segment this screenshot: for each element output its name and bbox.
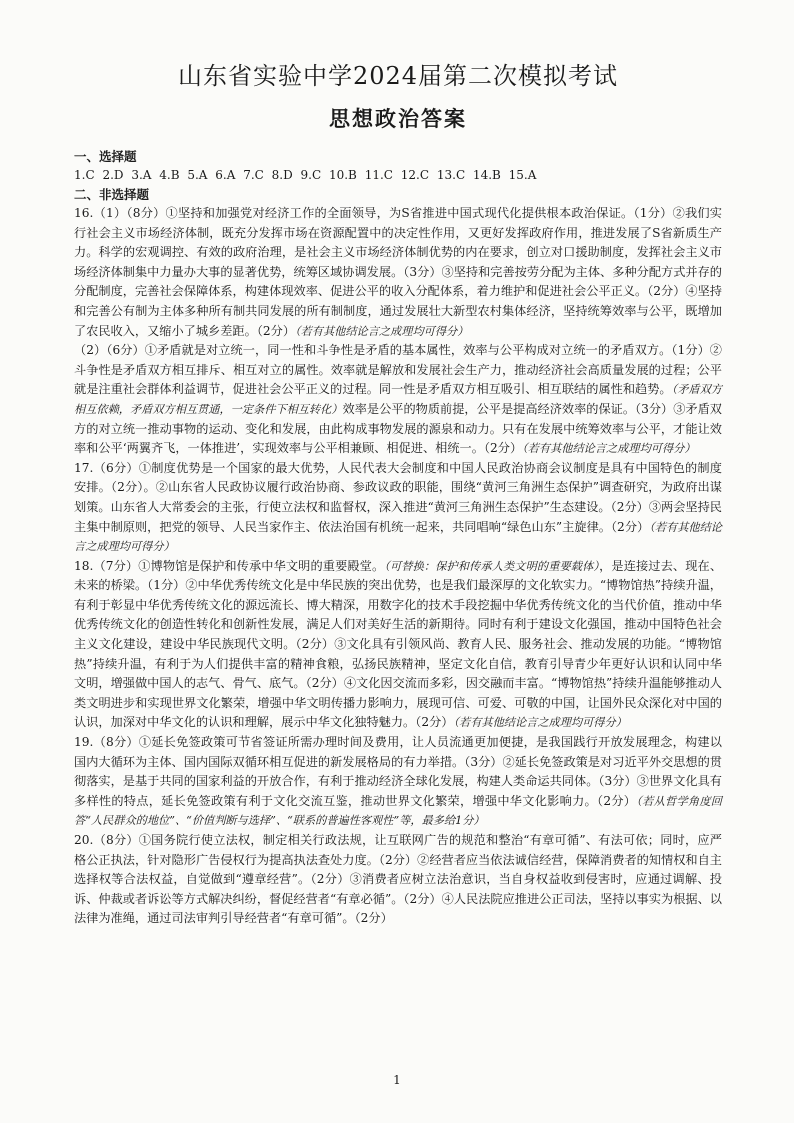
section-heading-nonchoice: 二、非选择题 xyxy=(74,187,150,202)
choice-answers: 1.C 2.D 3.A 4.B 5.A 6.A 7.C 8.D 9.C 10.B 11.C 12.C 13.C 14.B 15.A xyxy=(74,168,537,182)
answer-q16-2-inline-note: （矛盾双方相互依赖，矛盾双方相互贯通，一定条件下相互转化） xyxy=(74,383,722,416)
answer-q19-note: （若从哲学角度回答“人民群众的地位”、“价值判断与选择”、“联系的普遍性客观性”等，最多给1分） xyxy=(74,794,722,828)
answer-q16-1-text: 16.（1）（8分）①坚持和加强党对经济工作的全面领导，为S省推进中国式现代化提供根本政治保证。（1分）②我们实行社会主义市场经济体制，既充分发挥市场在资源配置中的决定性作用，又更好发挥政府作用，推进发展了S省新质生产力。科学的宏观调控、有效的政府治理，是社会主义市场经济体制优势的内在要求，创立对口援助制度，发挥社会主义市场经济体制集中力量办大事的显著优势，统筹区域协调发展。（3分）③坚持和完善按劳分配为主体、多种分配方式并存的分配制度，完善社会保障体系，构建体现效率、促进公平的收入分配体系，着力维护和促进社会公平正义。（2分）④坚持和完善公有制为主体多种所有制共同发展的所有制制度，通过发展壮大新型农村集体经济，坚持统筹效率与公平，既增加了农民收入，又缩小了城乡差距。（2分） xyxy=(74,206,722,338)
answer-q17-text: 17.（6分）①制度优势是一个国家的最大优势，人民代表大会制度和中国人民政治协商会议制度是具有中国特色的制度安排。（2分）。②山东省人民政协议履行政治协商、参政议政的职能，围绕“黄河三角洲生态保护”调查研究，为政府出谋划策。山东省人大常委会的主张，行使立法权和监督权，深入推进“黄河三角洲生态保护”生态建设。（2分）③两会坚持民主集中制原则，把党的领导、人民当家作主、依法治国有机统一起来，共同唱响“绿色山东”主旋律。（2分） xyxy=(74,460,722,534)
page-title: 山东省实验中学2024届第二次模拟考试 xyxy=(177,62,619,90)
section-heading-choice: 一、选择题 xyxy=(74,149,137,164)
answer-q16-2-text: （2）（6分）①矛盾就是对立统一，同一性和斗争性是矛盾的基本属性，效率与公平构成对立统一的矛盾双方。（1分）②斗争性是矛盾双方相互排斥、相互对立的属性。效率就是解放和发展社会生产力，推动经济社会高质量发展的过程；公平就是注重社会群体利益调节，促进社会公平正义的过程。同一性是矛盾双方相互吸引、相互联结的属性和趋势。 xyxy=(74,343,722,397)
answer-q18-note: （若有其他结论言之成理均可得分） xyxy=(453,716,627,730)
answer-q17 xyxy=(74,459,722,557)
answer-q19-text: 19.（8分）①延长免签政策可节省签证所需办理时间及费用，让人员流通更加便捷，是我国践行开放发展理念，构建以国内大循环为主体、国内国际双循环相互促进的新发展格局的有力举措。（3分）②延长免签政策是对习近平外交思想的贯彻落实，是基于共同的国家利益的开放合作，有利于推动经济全球化发展，构建人类命运共同体。（3分）③世界文化具有多样性的特点，延长免签政策有利于文化交流互鉴，推动世界文化繁荣，增强中华文化影响力。（2分） xyxy=(74,735,722,808)
answer-q19 xyxy=(74,733,722,831)
page-subtitle: 思想政治答案 xyxy=(329,106,467,131)
answer-q18 xyxy=(74,557,722,733)
answer-q16-2 xyxy=(74,341,722,459)
answer-q20-text: 20.（8分）①国务院行使立法权，制定相关行政法规，让互联网广告的规范和整治“有章可循”、有法可依；同时，应严格公正执法，针对隐形广告侵权行为提高执法查处力度。（2分）②经营者应当依法诚信经营，保障消费者的知情权和自主选择权等合法权益，自觉做到“遵章经营”。（2分）③消费者应树立法治意识，当自身权益收到侵害时，应通过调解、投诉、仲裁或者诉讼等方式解决纠纷，督促经营者“有章必循”。（2分）④人民法院应推进公正司法，坚持以事实为根据、以法律为准绳，通过司法审判引导经营者“有章可循”。（2分） xyxy=(74,833,722,926)
answer-q18-text: 18.（7分）①博物馆是保护和传承中华文明的重要殿堂。 xyxy=(74,558,385,573)
page-number: 1 xyxy=(393,1073,401,1087)
answer-q16-1 xyxy=(74,204,722,341)
answer-q16-1-note: （若有其他结论言之成理均可得分） xyxy=(295,324,469,338)
answer-q18-inline-note: （可替换：保护和传承人类文明的重要载体） xyxy=(384,559,600,573)
answer-q18-text2: ，是连接过去、现在、未来的桥梁。（1分）②中华优秀传统文化是中华民族的突出优势，也是我们最深厚的文化软实力。“博物馆热”持续升温，有利于彰显中华优秀传统文化的源远流长、博大精深，用数字化的技术手段挖掘中华优秀传统文化的当代价值，推动中华优秀传统文化的创造性转化和创新性发展，满足人们对美好生活的新期待。同时有利于建设文化强国，推动中国特色社会主义文化建设，建设中华民族现代文明。（2分）③文化具有引领风尚、教育人民、服务社会、推动发展的功能。“博物馆热”持续升温，有利于为人们提供丰富的精神食粮，弘扬民族精神，坚定文化自信，教育引导青少年更好认识和认同中华文明，增强做中国人的志气、骨气、底气。（2分）④文化因交流而多彩，因交融而丰富。“博物馆热”持续升温能够推动人类文明进步和实现世界文化繁荣，增强中华文明传播力影响力，展现可信、可爱、可敬的中国，让国外民众深化对中国的认识，加深对中华文化的认识和理解，展示中华文化独特魅力。（2分） xyxy=(74,558,723,730)
answer-q17-note: （若有其他结论言之成理均可得分） xyxy=(74,520,722,554)
answer-q16-2-text2: 效率是公平的物质前提，公平是提高经济效率的保证。（3分）③矛盾双方的对立统一推动事物的运动、变化和发展，由此构成事物发展的源泉和动力。只有在发展中统筹效率与公平，才能让效率和公平‘两翼齐飞，一体推进’，实现效率与公平相兼顾、相促进、相统一。（2分） xyxy=(74,401,722,456)
answer-q16-2-note: （若有其他结论言之成理均可得分） xyxy=(522,442,696,456)
answer-q20 xyxy=(74,831,722,929)
